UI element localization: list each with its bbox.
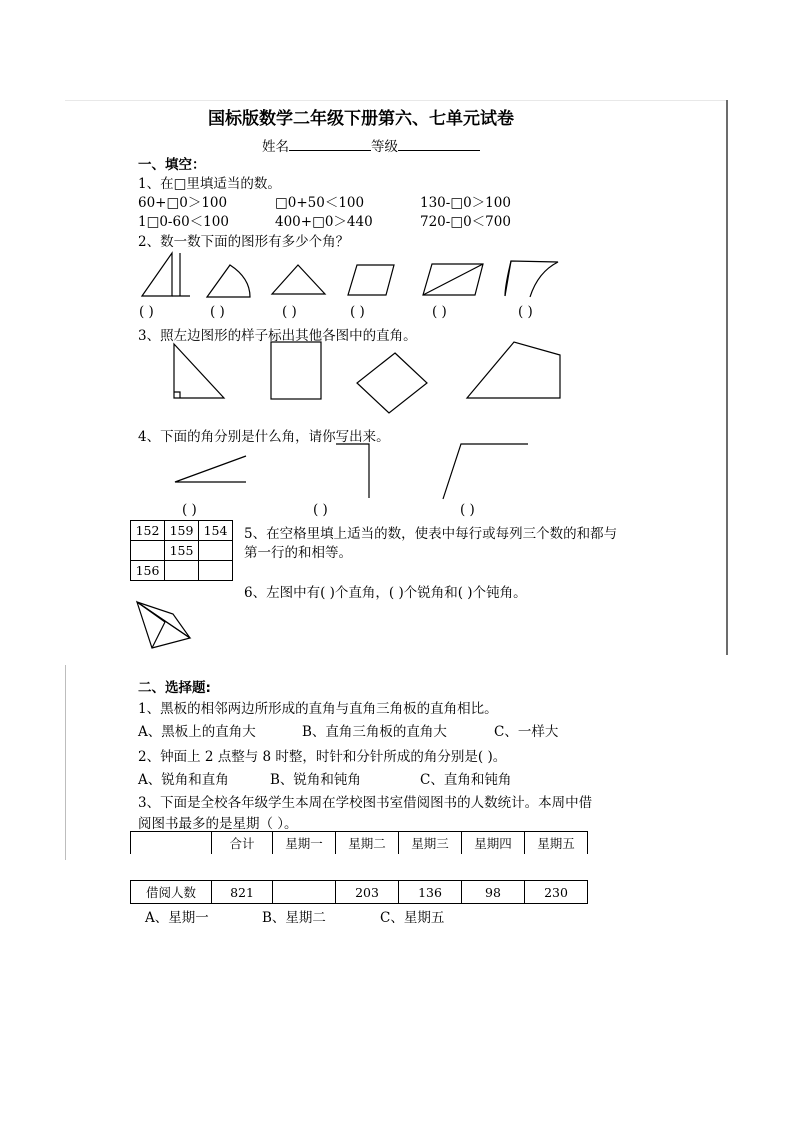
mc-q3-option-b[interactable]: B、星期二: [262, 910, 326, 926]
library-table-header: [130, 831, 588, 854]
q2-blank[interactable]: ( ): [518, 304, 533, 320]
section2-heading: 二、选择题:: [138, 680, 211, 696]
q1-item: 130-□0＞100: [420, 195, 511, 211]
mc-q1-option-b[interactable]: B、直角三角板的直角大: [302, 724, 447, 740]
q2-shape-6: [505, 261, 558, 297]
table-header-cell: 星期五: [525, 832, 588, 855]
table-row: [131, 832, 588, 855]
q4-angle-1: [175, 456, 246, 482]
q1-item: 60+□0＞100: [138, 195, 228, 211]
table-cell: 230: [525, 881, 588, 904]
table-cell: 821: [212, 881, 273, 904]
q5-text-line2: 第一行的和相等。: [244, 545, 352, 561]
q3-text: 3、照左边图形的样子标出其他各图中的直角。: [138, 328, 417, 344]
grid-cell-empty[interactable]: [199, 541, 233, 561]
grid-cell-empty[interactable]: [199, 561, 233, 581]
q4-blank[interactable]: ( ): [460, 502, 475, 518]
page-title: 国标版数学二年级下册第六、七单元试卷: [208, 109, 514, 129]
q3-shape-1: [174, 344, 224, 398]
library-table-data: [130, 880, 588, 904]
mc-q1-option-c[interactable]: C、一样大: [494, 724, 559, 740]
mc-q3-text-line2: 阅图书最多的是星期（ ）。: [138, 816, 298, 832]
table-row: [131, 521, 233, 541]
grid-cell: 152: [131, 521, 165, 541]
table-row: [131, 561, 233, 581]
table-cell: 136: [399, 881, 462, 904]
grade-label: 等级: [371, 139, 398, 155]
mc-q3-text-line1: 3、下面是全校各年级学生本周在学校图书室借阅图书的人数统计。本周中借: [138, 795, 593, 811]
mc-q2-option-b[interactable]: B、锐角和钝角: [270, 772, 361, 788]
q1-text: 1、在□里填适当的数。: [138, 176, 281, 192]
q1-item: 720-□0＜700: [420, 214, 511, 230]
q2-blank[interactable]: ( ): [350, 304, 365, 320]
mc-q3-option-c[interactable]: C、星期五: [380, 910, 445, 926]
mc-q1-text: 1、黑板的相邻两边所形成的直角与直角三角板的直角相比。: [138, 701, 498, 717]
q2-shape-2: [207, 265, 250, 297]
q5-text-line1: 5、在空格里填上适当的数，使表中每行或每列三个数的和都与: [244, 526, 618, 542]
table-header-cell: 星期一: [273, 832, 336, 855]
q4-text: 4、下面的角分别是什么角，请你写出来。: [138, 429, 390, 445]
grid-cell-empty[interactable]: [131, 541, 165, 561]
grid-cell-empty[interactable]: [165, 561, 199, 581]
q3-shape-3: [357, 353, 427, 413]
q3-shape-2: [271, 342, 321, 399]
q5-number-grid: [130, 520, 233, 581]
q2-shape-4: [348, 265, 394, 295]
mc-q3-option-a[interactable]: A、星期一: [145, 910, 209, 926]
q2-shape-5-diagonal: [423, 264, 483, 295]
right-angle-mark: [174, 392, 180, 398]
grid-cell: 156: [131, 561, 165, 581]
table-cell: 借阅人数: [131, 881, 212, 904]
grid-cell: 159: [165, 521, 199, 541]
q2-text: 2、数一数下面的图形有多少个角？: [138, 234, 350, 250]
q3-shape-4: [467, 342, 560, 398]
grid-cell: 155: [165, 541, 199, 561]
q2-blank[interactable]: ( ): [282, 304, 297, 320]
q4-blank[interactable]: ( ): [182, 502, 197, 518]
table-header-cell: 合计: [212, 832, 273, 855]
mc-q1-option-a[interactable]: A、黑板上的直角大: [138, 724, 256, 740]
q4-blank[interactable]: ( ): [313, 502, 328, 518]
table-header-cell: 星期四: [462, 832, 525, 855]
q2-blank[interactable]: ( ): [210, 304, 225, 320]
q2-blank[interactable]: ( ): [139, 304, 154, 320]
q6-text: 6、左图中有( )个直角，( )个锐角和( )个钝角。: [244, 585, 527, 601]
table-row: [131, 881, 588, 904]
q4-angle-3: [443, 444, 528, 499]
table-header-cell: [131, 832, 212, 855]
q1-item: □0+50＜100: [275, 195, 365, 211]
section1-heading: 一、填空：: [138, 157, 206, 173]
q2-shape-1: [142, 253, 172, 296]
table-header-cell: 星期二: [336, 832, 399, 855]
name-label: 姓名: [262, 139, 289, 155]
q1-item: 400+□0＞440: [275, 214, 373, 230]
table-cell-empty[interactable]: [273, 881, 336, 904]
q2-shape-3: [272, 265, 325, 294]
mc-q2-option-a[interactable]: A、锐角和直角: [138, 772, 229, 788]
q4-angle-2: [336, 444, 369, 498]
table-header-cell: 星期三: [399, 832, 462, 855]
table-cell: 203: [336, 881, 399, 904]
mc-q2-option-c[interactable]: C、直角和钝角: [420, 772, 512, 788]
mc-q2-text: 2、钟面上 2 点整与 8 时整，时针和分针所成的角分别是( )。: [138, 749, 507, 765]
table-cell: 98: [462, 881, 525, 904]
q2-blank[interactable]: ( ): [432, 304, 447, 320]
table-row: [131, 541, 233, 561]
grid-cell: 154: [199, 521, 233, 541]
q1-item: 1□0-60＜100: [138, 214, 229, 230]
